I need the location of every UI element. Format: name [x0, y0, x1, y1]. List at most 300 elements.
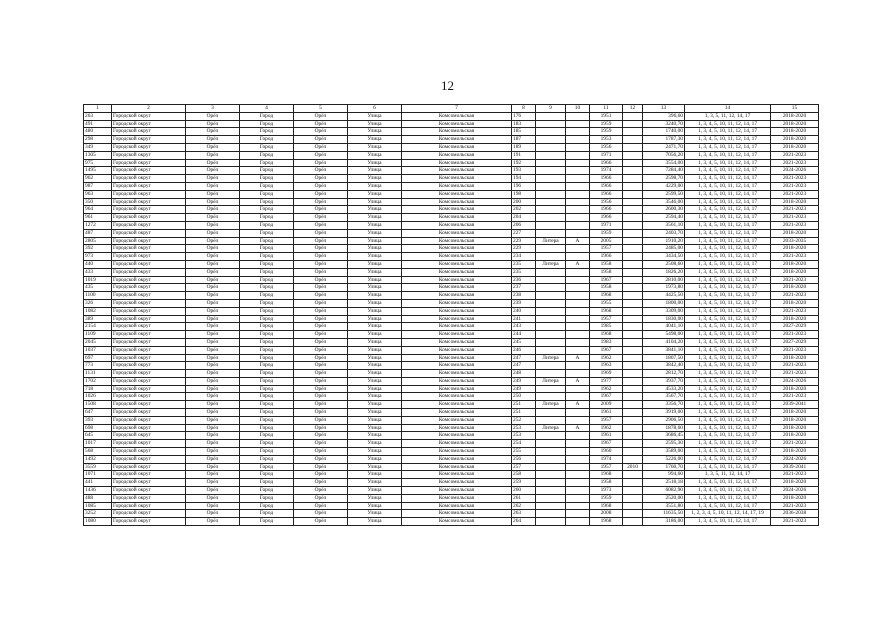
cell-object-id: 962 — [84, 175, 112, 183]
cell-object-id: 3559 — [84, 463, 112, 471]
cell-work-types: 1, 3, 4, 5, 10, 11, 12, 14, 17 — [685, 159, 771, 167]
cell-building-letter — [566, 299, 590, 307]
cell-period: 2021-2023 — [771, 276, 819, 284]
cell-street: Комсомольская — [402, 338, 512, 346]
cell-area: 396,60 — [643, 112, 685, 120]
cell-work-types: 1, 3, 4, 5, 10, 11, 12, 14, 17 — [685, 284, 771, 292]
cell-house-number: 191 — [512, 151, 536, 159]
cell-year-reconstructed — [623, 175, 643, 183]
cell-year-built: 1957 — [590, 416, 623, 424]
cell-settlement-type: Город — [240, 385, 294, 393]
table-row — [84, 167, 819, 175]
cell-street-type: Улица — [348, 260, 402, 268]
cell-municipality: Орёл — [186, 487, 240, 495]
cell-street: Комсомольская — [402, 455, 512, 463]
cell-area: 2599,50 — [643, 190, 685, 198]
cell-work-types: 1, 3, 4, 5, 10, 11, 12, 14, 17 — [685, 214, 771, 222]
cell-street: Комсомольская — [402, 143, 512, 151]
cell-period: 2021-2023 — [771, 206, 819, 214]
cell-building-letter — [566, 112, 590, 120]
cell-settlement: Орёл — [294, 143, 348, 151]
cell-building-letter-label — [536, 510, 566, 518]
cell-house-number: 206 — [512, 221, 536, 229]
cell-building-letter — [566, 229, 590, 237]
cell-object-id: 1100 — [84, 292, 112, 300]
cell-street-type: Улица — [348, 175, 402, 183]
cell-street-type: Улица — [348, 440, 402, 448]
cell-settlement: Орёл — [294, 307, 348, 315]
cell-object-id: 263 — [84, 112, 112, 120]
cell-area: 1800,00 — [643, 299, 685, 307]
cell-street: Комсомольская — [402, 331, 512, 339]
cell-building-letter-label — [536, 479, 566, 487]
cell-building-letter-label — [536, 276, 566, 284]
cell-settlement-type: Город — [240, 175, 294, 183]
cell-year-reconstructed — [623, 190, 643, 198]
table-row — [84, 284, 819, 292]
cell-municipality: Орёл — [186, 409, 240, 417]
table-row — [84, 276, 819, 284]
cell-area: 1826,20 — [643, 268, 685, 276]
cell-work-types: 1, 3, 4, 5, 10, 11, 12, 14, 17 — [685, 206, 771, 214]
cell-work-types: 1, 3, 4, 5, 10, 11, 12, 14, 17 — [685, 502, 771, 510]
cell-building-letter — [566, 182, 590, 190]
cell-settlement: Орёл — [294, 385, 348, 393]
cell-building-letter-label — [536, 268, 566, 276]
cell-object-id: 2805 — [84, 237, 112, 245]
cell-period: 2021-2023 — [771, 182, 819, 190]
cell-municipality-type: Городской округ — [112, 424, 186, 432]
cell-building-letter — [566, 416, 590, 424]
cell-municipality: Орёл — [186, 182, 240, 190]
cell-building-letter-label — [536, 331, 566, 339]
cell-street: Комсомольская — [402, 494, 512, 502]
cell-house-number: 263 — [512, 510, 536, 518]
cell-area: 2403,70 — [643, 229, 685, 237]
cell-house-number: 204 — [512, 214, 536, 222]
cell-area: 1740,00 — [643, 128, 685, 136]
cell-municipality: Орёл — [186, 151, 240, 159]
cell-building-letter-label — [536, 323, 566, 331]
cell-year-built: 1967 — [590, 346, 623, 354]
table-row — [84, 440, 819, 448]
cell-house-number: 235 — [512, 260, 536, 268]
cell-year-reconstructed — [623, 128, 643, 136]
cell-house-number: 194 — [512, 175, 536, 183]
cell-area: 3309,00 — [643, 307, 685, 315]
cell-house-number: 257 — [512, 463, 536, 471]
cell-work-types: 1, 3, 4, 5, 10, 11, 12, 14, 17 — [685, 299, 771, 307]
cell-period: 2039-2041 — [771, 401, 819, 409]
cell-year-reconstructed — [623, 510, 643, 518]
cell-street: Комсомольская — [402, 502, 512, 510]
cell-street-type: Улица — [348, 198, 402, 206]
cell-settlement-type: Город — [240, 393, 294, 401]
cell-municipality-type: Городской округ — [112, 182, 186, 190]
cell-street: Комсомольская — [402, 167, 512, 175]
cell-street: Комсомольская — [402, 432, 512, 440]
cell-work-types: 1, 3, 4, 5, 10, 11, 12, 14, 17 — [685, 494, 771, 502]
cell-building-letter-label — [536, 112, 566, 120]
cell-object-id: 349 — [84, 143, 112, 151]
cell-street: Комсомольская — [402, 463, 512, 471]
cell-work-types: 1, 3, 4, 5, 10, 11, 12, 14, 17 — [685, 487, 771, 495]
cell-street: Комсомольская — [402, 354, 512, 362]
cell-settlement: Орёл — [294, 323, 348, 331]
cell-house-number: 262 — [512, 502, 536, 510]
table-row — [84, 128, 819, 136]
cell-building-letter — [566, 471, 590, 479]
cell-area: 4229,00 — [643, 182, 685, 190]
cell-settlement-type: Город — [240, 346, 294, 354]
cell-work-types: 1, 3, 4, 5, 10, 11, 12, 14, 17 — [685, 221, 771, 229]
cell-area: 5226,00 — [643, 455, 685, 463]
cell-municipality-type: Городской округ — [112, 346, 186, 354]
cell-street: Комсомольская — [402, 120, 512, 128]
table-row — [84, 393, 819, 401]
cell-object-id: 1071 — [84, 471, 112, 479]
cell-street-type: Улица — [348, 393, 402, 401]
table-row — [84, 448, 819, 456]
cell-year-reconstructed — [623, 494, 643, 502]
cell-period: 2018-2020 — [771, 479, 819, 487]
cell-work-types: 1, 3, 4, 5, 10, 11, 12, 14, 17 — [685, 151, 771, 159]
cell-municipality: Орёл — [186, 112, 240, 120]
cell-year-reconstructed — [623, 370, 643, 378]
cell-settlement: Орёл — [294, 346, 348, 354]
cell-municipality-type: Городской округ — [112, 260, 186, 268]
cell-period: 2039-2041 — [771, 463, 819, 471]
cell-settlement: Орёл — [294, 253, 348, 261]
cell-municipality: Орёл — [186, 471, 240, 479]
cell-municipality: Орёл — [186, 221, 240, 229]
cell-area: 5498,00 — [643, 331, 685, 339]
cell-area: 3686,45 — [643, 432, 685, 440]
cell-house-number: 236 — [512, 276, 536, 284]
cell-municipality-type: Городской округ — [112, 253, 186, 261]
table-row — [84, 229, 819, 237]
cell-settlement: Орёл — [294, 159, 348, 167]
cell-municipality: Орёл — [186, 331, 240, 339]
cell-street-type: Улица — [348, 463, 402, 471]
cell-settlement: Орёл — [294, 182, 348, 190]
cell-area: 1973,80 — [643, 284, 685, 292]
cell-area: 6082,90 — [643, 487, 685, 495]
cell-settlement-type: Город — [240, 518, 294, 526]
cell-work-types: 1, 3, 4, 5, 10, 11, 12, 14, 17 — [685, 175, 771, 183]
cell-street: Комсомольская — [402, 323, 512, 331]
cell-settlement: Орёл — [294, 331, 348, 339]
cell-settlement-type: Город — [240, 510, 294, 518]
cell-object-id: 1019 — [84, 276, 112, 284]
cell-house-number: 248 — [512, 370, 536, 378]
cell-street-type: Улица — [348, 370, 402, 378]
cell-year-built: 1958 — [590, 479, 623, 487]
cell-work-types: 1, 3, 4, 5, 10, 11, 12, 14, 17 — [685, 182, 771, 190]
cell-building-letter-label — [536, 198, 566, 206]
cell-settlement-type: Город — [240, 370, 294, 378]
cell-street-type: Улица — [348, 128, 402, 136]
cell-settlement: Орёл — [294, 448, 348, 456]
cell-settlement: Орёл — [294, 424, 348, 432]
cell-settlement: Орёл — [294, 136, 348, 144]
cell-municipality-type: Городской округ — [112, 136, 186, 144]
cell-building-letter — [566, 432, 590, 440]
cell-year-reconstructed — [623, 276, 643, 284]
cell-house-number: 253 — [512, 424, 536, 432]
cell-house-number: 227 — [512, 229, 536, 237]
cell-municipality-type: Городской округ — [112, 401, 186, 409]
cell-building-letter — [566, 409, 590, 417]
cell-year-reconstructed: 2010 — [623, 463, 643, 471]
cell-municipality-type: Городской округ — [112, 237, 186, 245]
cell-year-built: 1955 — [590, 299, 623, 307]
cell-building-letter-label — [536, 159, 566, 167]
cell-period: 2021-2023 — [771, 175, 819, 183]
cell-house-number: 240 — [512, 307, 536, 315]
cell-municipality: Орёл — [186, 362, 240, 370]
cell-year-built: 1966 — [590, 214, 623, 222]
cell-street-type: Улица — [348, 182, 402, 190]
cell-street: Комсомольская — [402, 370, 512, 378]
cell-settlement-type: Город — [240, 136, 294, 144]
cell-settlement: Орёл — [294, 190, 348, 198]
cell-building-letter-label — [536, 455, 566, 463]
cell-year-reconstructed — [623, 182, 643, 190]
cell-building-letter — [566, 487, 590, 495]
cell-municipality: Орёл — [186, 385, 240, 393]
cell-house-number: 249 — [512, 377, 536, 385]
cell-building-letter-label — [536, 167, 566, 175]
cell-street: Комсомольская — [402, 362, 512, 370]
cell-building-letter — [566, 120, 590, 128]
cell-building-letter — [566, 143, 590, 151]
cell-year-reconstructed — [623, 120, 643, 128]
cell-street: Комсомольская — [402, 112, 512, 120]
cell-municipality-type: Городской округ — [112, 471, 186, 479]
cell-building-letter — [566, 268, 590, 276]
cell-street: Комсомольская — [402, 151, 512, 159]
cell-settlement: Орёл — [294, 292, 348, 300]
cell-house-number: 229 — [512, 245, 536, 253]
cell-municipality: Орёл — [186, 370, 240, 378]
cell-building-letter — [566, 494, 590, 502]
cell-work-types: 1, 3, 4, 5, 10, 11, 12, 14, 17 — [685, 424, 771, 432]
cell-settlement: Орёл — [294, 229, 348, 237]
table-row — [84, 346, 819, 354]
table-row — [84, 471, 819, 479]
cell-building-letter — [566, 284, 590, 292]
cell-house-number: 235 — [512, 268, 536, 276]
cell-settlement: Орёл — [294, 276, 348, 284]
cell-year-built: 1957 — [590, 245, 623, 253]
cell-street-type: Улица — [348, 276, 402, 284]
housing-registry-table — [83, 104, 819, 526]
cell-year-built: 1951 — [590, 112, 623, 120]
cell-year-reconstructed — [623, 432, 643, 440]
cell-area: 2906,50 — [643, 416, 685, 424]
cell-year-built: 1960 — [590, 448, 623, 456]
cell-year-built: 1977 — [590, 377, 623, 385]
cell-street-type: Улица — [348, 409, 402, 417]
cell-building-letter-label — [536, 284, 566, 292]
cell-street: Комсомольская — [402, 292, 512, 300]
cell-street-type: Улица — [348, 315, 402, 323]
cell-area: 7056,20 — [643, 151, 685, 159]
cell-street: Комсомольская — [402, 245, 512, 253]
cell-settlement-type: Город — [240, 128, 294, 136]
cell-year-reconstructed — [623, 502, 643, 510]
cell-settlement-type: Город — [240, 463, 294, 471]
cell-period: 2018-2020 — [771, 128, 819, 136]
cell-year-built: 1966 — [590, 190, 623, 198]
cell-area: 3434,50 — [643, 253, 685, 261]
cell-building-letter-label — [536, 245, 566, 253]
cell-street-type: Улица — [348, 151, 402, 159]
table-row — [84, 385, 819, 393]
cell-municipality-type: Городской округ — [112, 510, 186, 518]
cell-municipality-type: Городской округ — [112, 463, 186, 471]
cell-municipality-type: Городской округ — [112, 175, 186, 183]
cell-year-reconstructed — [623, 518, 643, 526]
cell-object-id: 1305 — [84, 151, 112, 159]
cell-area: 2485,00 — [643, 245, 685, 253]
cell-area: 4041,10 — [643, 323, 685, 331]
cell-house-number: 192 — [512, 159, 536, 167]
cell-street: Комсомольская — [402, 307, 512, 315]
cell-settlement: Орёл — [294, 268, 348, 276]
cell-municipality: Орёл — [186, 229, 240, 237]
cell-street-type: Улица — [348, 479, 402, 487]
cell-municipality-type: Городской округ — [112, 143, 186, 151]
cell-house-number: 244 — [512, 331, 536, 339]
cell-building-letter-label — [536, 182, 566, 190]
header-row — [84, 105, 819, 113]
cell-street-type: Улица — [348, 299, 402, 307]
cell-house-number: 247 — [512, 362, 536, 370]
cell-year-built: 1959 — [590, 494, 623, 502]
cell-object-id: 392 — [84, 245, 112, 253]
cell-settlement: Орёл — [294, 338, 348, 346]
cell-street: Комсомольская — [402, 175, 512, 183]
cell-period: 2021-2023 — [771, 221, 819, 229]
cell-work-types: 1, 3, 4, 5, 10, 11, 12, 14, 17 — [685, 315, 771, 323]
cell-area: 2595,30 — [643, 440, 685, 448]
cell-street: Комсомольская — [402, 182, 512, 190]
cell-building-letter-label — [536, 463, 566, 471]
cell-settlement: Орёл — [294, 494, 348, 502]
cell-house-number: 229 — [512, 237, 536, 245]
cell-object-id: 393 — [84, 416, 112, 424]
cell-settlement: Орёл — [294, 440, 348, 448]
cell-street: Комсомольская — [402, 260, 512, 268]
cell-street: Комсомольская — [402, 401, 512, 409]
cell-settlement-type: Город — [240, 315, 294, 323]
cell-area: 3841,10 — [643, 346, 685, 354]
cell-year-built: 1971 — [590, 151, 623, 159]
cell-municipality-type: Городской округ — [112, 245, 186, 253]
cell-object-id: 961 — [84, 214, 112, 222]
cell-object-id: 1492 — [84, 455, 112, 463]
cell-street-type: Улица — [348, 385, 402, 393]
cell-settlement: Орёл — [294, 151, 348, 159]
cell-municipality: Орёл — [186, 448, 240, 456]
cell-settlement-type: Город — [240, 377, 294, 385]
table-row — [84, 221, 819, 229]
cell-building-letter-label — [536, 471, 566, 479]
cell-year-reconstructed — [623, 401, 643, 409]
cell-object-id: 1109 — [84, 331, 112, 339]
cell-building-letter-label — [536, 432, 566, 440]
cell-settlement: Орёл — [294, 416, 348, 424]
cell-object-id: 435 — [84, 284, 112, 292]
cell-year-reconstructed — [623, 393, 643, 401]
cell-building-letter-label — [536, 190, 566, 198]
cell-year-reconstructed — [623, 323, 643, 331]
cell-object-id: 697 — [84, 354, 112, 362]
cell-year-built: 1985 — [590, 323, 623, 331]
cell-building-letter-label — [536, 221, 566, 229]
cell-work-types: 1, 3, 4, 5, 10, 11, 12, 14, 17 — [685, 268, 771, 276]
cell-building-letter — [566, 198, 590, 206]
cell-municipality-type: Городской округ — [112, 323, 186, 331]
cell-municipality-type: Городской округ — [112, 198, 186, 206]
cell-building-letter — [566, 338, 590, 346]
cell-work-types: 1, 3, 4, 5, 10, 11, 12, 14, 17 — [685, 276, 771, 284]
table-row — [84, 510, 819, 518]
cell-street-type: Улица — [348, 229, 402, 237]
cell-house-number: 251 — [512, 409, 536, 417]
cell-street: Комсомольская — [402, 253, 512, 261]
cell-area: 3919,00 — [643, 409, 685, 417]
cell-area: 4533,20 — [643, 385, 685, 393]
cell-municipality-type: Городской округ — [112, 409, 186, 417]
cell-work-types: 1, 3, 4, 5, 10, 11, 12, 14, 17 — [685, 463, 771, 471]
cell-building-letter-label — [536, 448, 566, 456]
cell-year-built: 1959 — [590, 229, 623, 237]
cell-period: 2018-2020 — [771, 315, 819, 323]
cell-street-type: Улица — [348, 284, 402, 292]
table-row — [84, 292, 819, 300]
cell-building-letter-label — [536, 136, 566, 144]
cell-street-type: Улица — [348, 346, 402, 354]
cell-municipality-type: Городской округ — [112, 284, 186, 292]
table-row — [84, 455, 819, 463]
table-row — [84, 237, 819, 245]
cell-municipality-type: Городской округ — [112, 494, 186, 502]
cell-house-number: 193 — [512, 167, 536, 175]
cell-house-number: 259 — [512, 479, 536, 487]
table-row — [84, 502, 819, 510]
cell-settlement: Орёл — [294, 237, 348, 245]
cell-year-reconstructed — [623, 354, 643, 362]
cell-settlement: Орёл — [294, 112, 348, 120]
cell-year-reconstructed — [623, 362, 643, 370]
cell-house-number: 176 — [512, 112, 536, 120]
cell-street-type: Улица — [348, 159, 402, 167]
cell-municipality-type: Городской округ — [112, 120, 186, 128]
cell-building-letter — [566, 253, 590, 261]
table-row — [84, 370, 819, 378]
cell-building-letter: А — [566, 401, 590, 409]
cell-building-letter-label: Литера — [536, 377, 566, 385]
cell-municipality: Орёл — [186, 401, 240, 409]
cell-object-id: 975 — [84, 159, 112, 167]
cell-settlement: Орёл — [294, 206, 348, 214]
cell-municipality: Орёл — [186, 502, 240, 510]
cell-building-letter-label — [536, 253, 566, 261]
cell-object-id: 3252 — [84, 510, 112, 518]
